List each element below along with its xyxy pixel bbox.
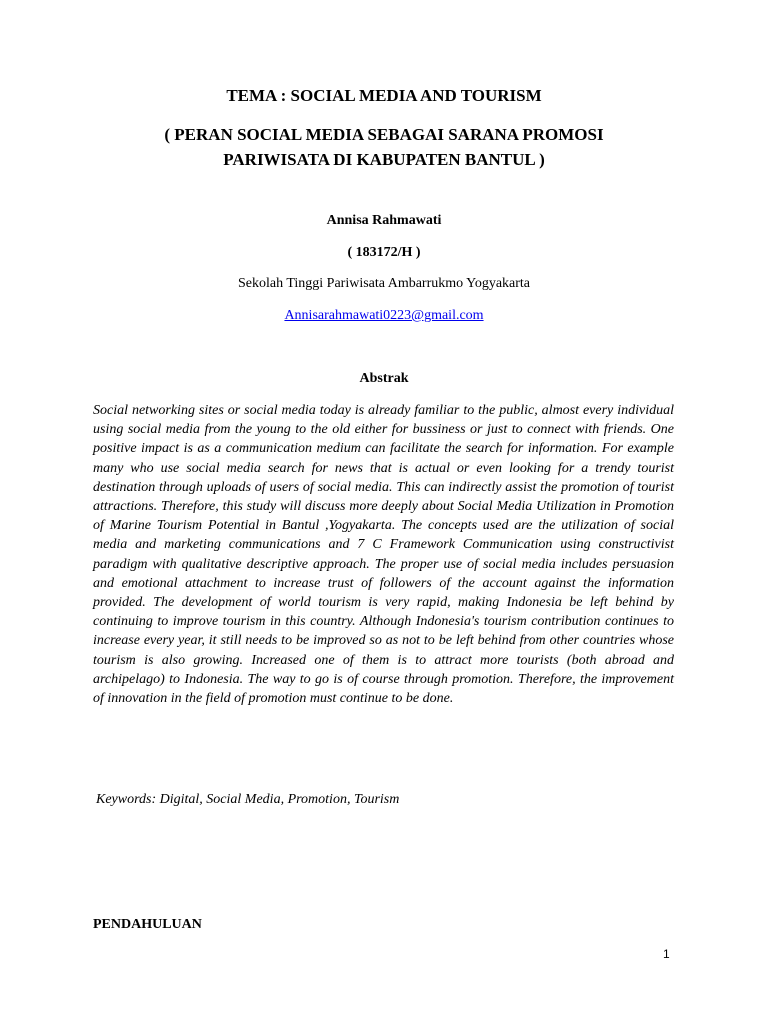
paper-subtitle — [0, 122, 768, 172]
paper-subtitle-line-2: PARIWISATA DI KABUPATEN BANTUL ) — [223, 150, 545, 169]
paper-title: TEMA : SOCIAL MEDIA AND TOURISM — [226, 86, 542, 105]
page-number: 1 — [663, 947, 670, 961]
keywords: Keywords: Digital, Social Media, Promotion, Tourism — [96, 792, 400, 807]
section-heading: PENDAHULUAN — [93, 917, 202, 932]
abstract-body: Social networking sites or social media today is already familiar to the public, almost every individual using social media from the young to the old either for bussiness or just to connect with friends. One positive impact is as a communication medium can facilitate the search for information. For example many who use social media search for news that is actual or even looking for a trendy tourist destination through uploads of users of social media. This can indirectly assist the promotion of tourist attractions. Therefore, this study will discuss more deeply about Social Media Utilization in Promotion of Marine Tourism Potential in Bantul ,Yogyakarta. The concepts used are the utilization of social media and marketing communications and 7 C Framework Communication using constructivist paradigm with qualitative descriptive approach. The proper use of social media includes persuasion and emotional attachment to increase trust of followers of the account against the information provided. The development of world tourism is very rapid, making Indonesia be left behind by continuing to improve tourism in this country. Although Indonesia's tourism contribution continues to increase every year, it still needs to be improved so as not to be left behind from other countries whose tourism is also growing. Increased one of them is to attract more tourists (both abroad and archipelago) to Indonesia. The way to go is of course through promotion. Therefore, the improvement of innovation in the field of promotion must continue to be done. — [93, 403, 674, 707]
author-institution: Sekolah Tinggi Pariwisata Ambarrukmo Yogyakarta — [237, 276, 531, 291]
author-email-link[interactable]: Annisarahmawati0223@gmail.com — [284, 308, 484, 323]
abstract-heading: Abstrak — [359, 371, 409, 386]
author-name: Annisa Rahmawati — [326, 213, 442, 228]
author-id: ( 183172/H ) — [347, 245, 421, 260]
author-email-container — [0, 308, 768, 324]
paper-subtitle-line-1: ( PERAN SOCIAL MEDIA SEBAGAI SARANA PROMOSI — [164, 125, 604, 144]
